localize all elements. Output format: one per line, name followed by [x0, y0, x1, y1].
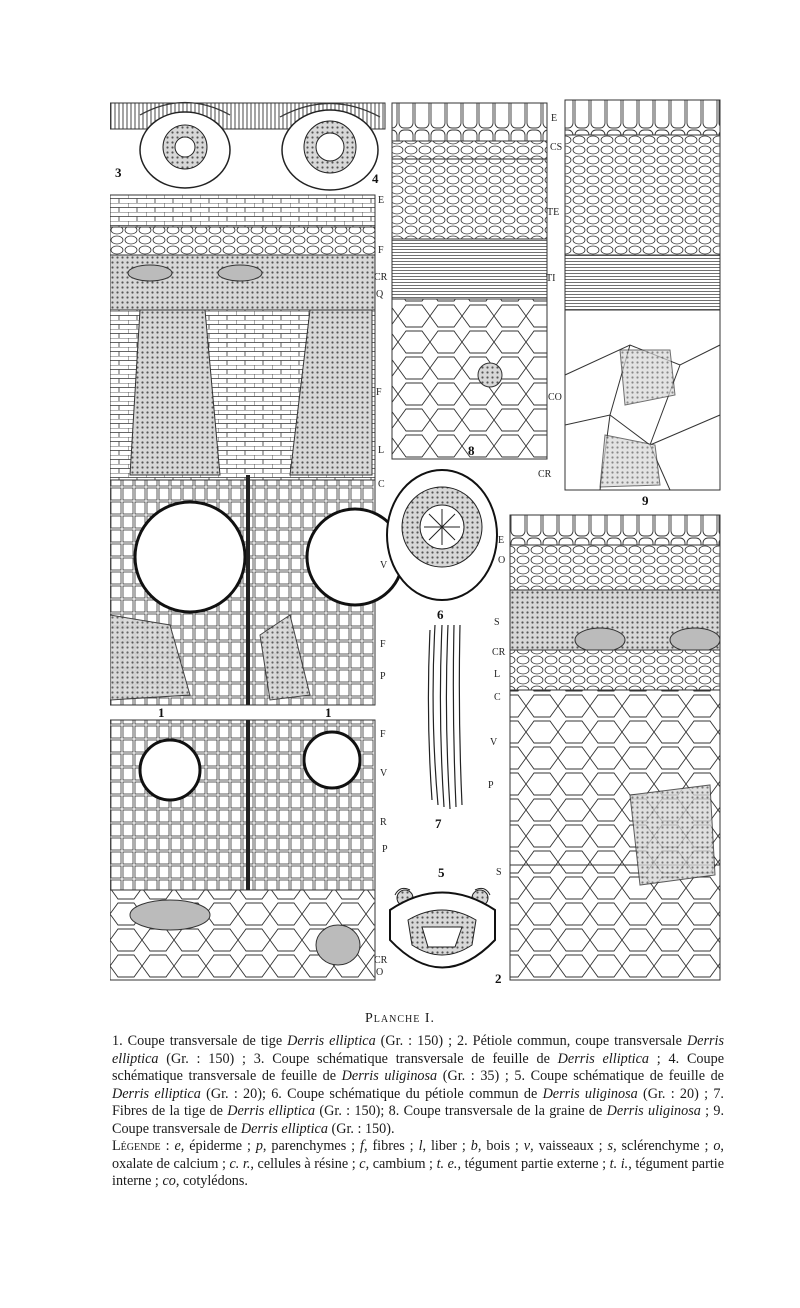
plate-caption	[112, 1033, 724, 1191]
caption-species: Derris elliptica	[112, 1033, 724, 1067]
caption-figure-list	[112, 1033, 724, 1138]
figure-1-lower-section	[110, 720, 375, 980]
figure-number-3: 3	[115, 165, 122, 180]
legend-abbrev: l	[418, 1138, 423, 1154]
figure-3-4-leaf-sections	[110, 103, 385, 191]
legend-text: , fibres ;	[363, 1138, 419, 1154]
figure-7-fibres	[428, 625, 462, 809]
figure-number-4: 4	[372, 171, 379, 186]
plate-drawing	[110, 95, 730, 990]
botanical-plate	[110, 95, 730, 990]
legend-text: , sclérenchyme ;	[613, 1138, 714, 1154]
label-fig9-cr: CR	[538, 469, 552, 480]
legend-abbrev: t. i.	[609, 1155, 629, 1172]
label-fig1-r: R	[380, 817, 387, 828]
figure-5-leaf-section	[390, 888, 495, 967]
legend-text: , liber ;	[422, 1138, 471, 1154]
caption-text: (Gr. : 150); 8. Coupe transversale de la graine de	[315, 1103, 607, 1119]
caption-species: Derris elliptica	[287, 1033, 376, 1049]
legend-heading: Légende	[112, 1138, 161, 1154]
caption-species: Derris elliptica	[112, 1085, 201, 1102]
label-fig2-s2: S	[496, 867, 502, 878]
legend-abbrev: o	[713, 1138, 721, 1154]
legend-abbrev: t. e.	[436, 1155, 458, 1172]
figure-number-5: 5	[438, 865, 445, 880]
label-fig1-p: P	[380, 671, 386, 682]
figure-number-1b: 1	[325, 705, 332, 720]
caption-species: Derris elliptica	[227, 1103, 316, 1119]
figure-9-section	[565, 100, 720, 490]
legend-abbrev: co	[162, 1173, 176, 1189]
legend-text: , tégument partie externe ;	[457, 1155, 610, 1172]
label-fig1-c: C	[378, 479, 385, 490]
label-fig2-l: L	[494, 669, 501, 680]
legend-text: , oxalate de calcium ;	[112, 1138, 724, 1172]
figure-1-stem-section	[110, 195, 403, 705]
label-fig2-e: E	[498, 535, 505, 546]
label-fig1-f3: F	[380, 639, 386, 650]
figure-6-petiole-section	[387, 470, 497, 600]
caption-text: (Gr. : 150).	[327, 1120, 395, 1137]
caption-species: Derris uliginosa	[341, 1068, 438, 1084]
label-fig1-p2: P	[382, 844, 388, 855]
legend-text: , cellules à résine ;	[250, 1155, 360, 1172]
legend-text: , vaisseaux ;	[530, 1138, 608, 1154]
label-fig1-f2: F	[376, 387, 382, 398]
figure-number-8: 8	[468, 443, 475, 458]
legend-abbrev: c. r.	[229, 1155, 251, 1172]
label-fig8-co: CO	[548, 392, 562, 403]
label-fig1-q: Q	[376, 289, 384, 300]
label-fig1-f: F	[378, 245, 384, 256]
label-fig1-cr: CR	[374, 272, 388, 283]
caption-text: (Gr. : 20); 6. Coupe schématique du pétiole commun de	[200, 1085, 543, 1102]
label-fig1-l: L	[378, 445, 385, 456]
plate-title: Planche I.	[365, 1011, 435, 1026]
caption-species: Derris elliptica	[240, 1120, 328, 1137]
legend-text: , bois ;	[477, 1138, 524, 1154]
label-fig1-cr2: CR	[374, 955, 388, 966]
legend-abbrev: b	[470, 1138, 478, 1154]
label-fig1-e: E	[378, 195, 385, 206]
label-fig1-v2: V	[380, 768, 388, 779]
label-fig8-e: E	[551, 113, 558, 124]
legend-abbrev: v	[523, 1138, 531, 1154]
caption-text: (Gr. : 150) ; 2. Pétiole commun, coupe transversale	[375, 1033, 687, 1049]
label-fig2-o: O	[498, 555, 506, 566]
caption-species: Derris uliginosa	[542, 1085, 638, 1102]
label-fig2-v: V	[490, 737, 498, 748]
legend-text: :	[160, 1138, 175, 1154]
caption-species: Derris uliginosa	[606, 1103, 701, 1119]
label-fig1-f4: F	[380, 729, 386, 740]
caption-legend	[112, 1138, 724, 1191]
legend-text: , cambium ;	[365, 1155, 437, 1172]
figure-number-1a: 1	[158, 705, 165, 720]
label-fig2-p: P	[488, 780, 494, 791]
legend-text: , cotylédons.	[175, 1173, 248, 1189]
caption-text: (Gr. : 20) ; 7. Fibres de la tige de	[112, 1085, 724, 1119]
caption-text: 1. Coupe transversale de tige	[112, 1033, 288, 1049]
figure-2-petiole-section	[510, 515, 720, 980]
label-fig8-ti: TI	[546, 273, 556, 284]
caption-text: ; 9. Coupe transversale de	[112, 1103, 725, 1137]
figure-8-seed-section	[392, 103, 547, 459]
label-fig2-cr: CR	[492, 647, 506, 658]
label-fig8-cs: CS	[550, 142, 563, 153]
label-fig1-v: V	[380, 560, 388, 571]
caption-species: Derris elliptica	[557, 1050, 649, 1067]
legend-abbrev: f	[360, 1138, 364, 1154]
legend-abbrev: p	[255, 1138, 263, 1154]
label-fig2-c: C	[494, 692, 501, 703]
legend-text: , parenchymes ;	[262, 1138, 361, 1154]
caption-text: (Gr. : 35) ; 5. Coupe schématique de feuille de	[437, 1068, 724, 1084]
label-fig8-te: TE	[547, 207, 560, 218]
legend-text: , épiderme ;	[180, 1138, 256, 1154]
caption-text: ; 4. Coupe schématique transversale de feuille de	[112, 1050, 724, 1084]
legend-abbrev: c	[359, 1155, 366, 1172]
figure-number-2: 2	[495, 971, 502, 986]
legend-text: , tégument partie interne ;	[112, 1155, 725, 1189]
figure-number-9: 9	[642, 493, 649, 508]
figure-number-6: 6	[437, 607, 444, 622]
legend-abbrev: s	[607, 1138, 614, 1154]
label-fig1-o: O	[376, 967, 384, 978]
figure-number-7: 7	[435, 816, 442, 831]
caption-text: (Gr. : 150) ; 3. Coupe schématique transversale de feuille de	[158, 1050, 558, 1067]
legend-abbrev: e	[174, 1138, 181, 1154]
label-fig2-s: S	[494, 617, 500, 628]
